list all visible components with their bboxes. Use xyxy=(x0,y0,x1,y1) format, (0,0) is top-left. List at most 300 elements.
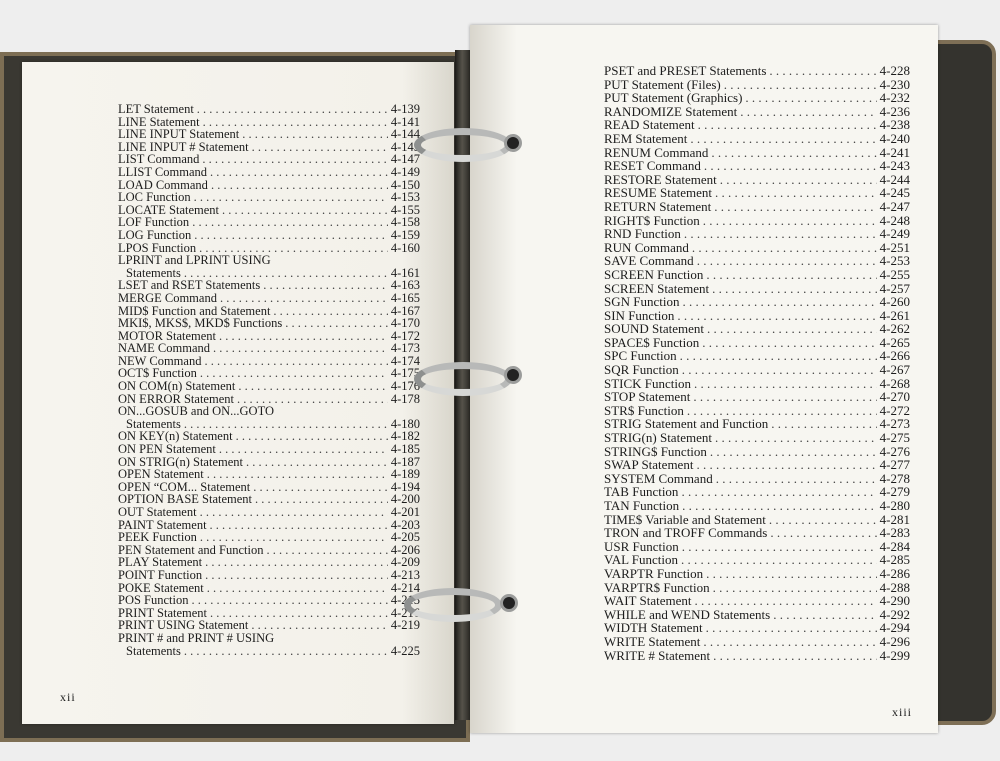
dot-leader xyxy=(207,468,388,481)
toc-entry-title: PSET and PRESET Statements xyxy=(604,63,767,78)
toc-entry-title: ON COM(n) Statement xyxy=(118,379,236,394)
dot-leader xyxy=(773,608,876,622)
toc-entry-page: 4-280 xyxy=(879,498,910,513)
toc-entry-title: SCREEN Statement xyxy=(604,280,710,296)
toc-entry xyxy=(118,128,420,141)
toc-entry-title: TRON and TROFF Commands xyxy=(604,525,768,541)
toc-entry-title: TAN Function xyxy=(604,498,680,513)
toc-entry-page: 4-255 xyxy=(879,266,910,282)
toc-entry-page: 4-170 xyxy=(390,316,420,331)
toc-entry-page: 4-292 xyxy=(879,606,910,622)
dot-leader xyxy=(706,268,876,282)
toc-entry-title: STRIG(n) Statement xyxy=(604,430,712,446)
toc-entry-page: 4-176 xyxy=(390,379,420,394)
toc-entry xyxy=(604,567,910,581)
toc-entry xyxy=(604,349,910,363)
toc-entry-page: 4-161 xyxy=(390,265,420,280)
toc-entry-title: WHILE and WEND Statements xyxy=(604,606,771,622)
toc-entry xyxy=(118,569,420,582)
toc-entry-page: 4-145 xyxy=(390,139,420,154)
toc-entry xyxy=(604,540,910,554)
toc-entry-page: 4-163 xyxy=(390,278,420,293)
toc-entry-title: VARPTR Function xyxy=(604,565,704,581)
dot-leader xyxy=(219,443,388,456)
toc-entry-page: 4-294 xyxy=(879,620,910,636)
toc-entry-title: STRING$ Function xyxy=(604,443,707,459)
toc-entry-title: SIN Function xyxy=(604,307,675,323)
toc-entry-title: POINT Function xyxy=(118,567,203,582)
toc-entry-page: 4-268 xyxy=(879,375,910,391)
dot-leader xyxy=(210,166,388,179)
dot-leader xyxy=(745,91,876,105)
toc-entry xyxy=(118,506,420,519)
toc-entry-title: LET Statement xyxy=(118,102,194,116)
toc-entry-page: 4-288 xyxy=(879,579,910,595)
toc-entry xyxy=(604,608,910,622)
toc-entry-title: READ Statement xyxy=(604,117,695,133)
toc-entry-title: LPRINT and LPRINT USING xyxy=(118,253,271,268)
dot-leader xyxy=(715,186,877,200)
toc-entry-page: 4-203 xyxy=(390,517,420,532)
toc-entry xyxy=(604,404,910,418)
dot-leader xyxy=(682,363,877,377)
toc-entry-page: 4-281 xyxy=(879,511,910,527)
toc-entry-title: LOG Function xyxy=(118,227,192,242)
toc-entry-title: OUT Statement xyxy=(118,505,197,519)
dot-leader xyxy=(715,431,877,445)
toc-entry-page: 4-215 xyxy=(390,593,420,608)
dot-leader xyxy=(207,582,388,595)
toc-entry-title: LOC Function xyxy=(118,190,191,205)
toc-entry-page: 4-189 xyxy=(390,467,420,482)
dot-leader xyxy=(681,485,876,499)
toc-entry-title: PUT Statement (Graphics) xyxy=(604,90,743,106)
left-toc-list xyxy=(118,103,420,657)
toc-entry-title: PAINT Statement xyxy=(118,517,207,532)
toc-entry-page: 4-296 xyxy=(879,633,910,649)
dot-leader xyxy=(253,481,388,494)
toc-entry-page: 4-153 xyxy=(390,190,420,205)
toc-entry-page: 4-277 xyxy=(879,457,910,473)
dot-leader xyxy=(238,380,387,393)
toc-entry xyxy=(604,431,910,445)
toc-entry xyxy=(604,91,910,105)
dot-leader xyxy=(222,204,388,217)
dot-leader xyxy=(693,390,876,404)
toc-entry-title: RENUM Command xyxy=(604,144,709,160)
toc-entry xyxy=(604,227,910,241)
toc-entry-page: 4-247 xyxy=(879,198,910,214)
dot-leader xyxy=(771,417,876,431)
toc-entry-title: POKE Statement xyxy=(118,580,204,595)
toc-entry-page: 4-275 xyxy=(879,430,910,446)
toc-entry xyxy=(118,594,420,607)
dot-leader xyxy=(273,305,387,318)
dot-leader xyxy=(694,377,877,391)
toc-entry xyxy=(604,649,910,663)
toc-entry-page: 4-253 xyxy=(879,253,910,269)
dot-leader xyxy=(252,141,388,154)
toc-entry-title: SOUND Statement xyxy=(604,321,705,337)
toc-entry-title: NEW Command xyxy=(118,353,202,368)
dot-leader xyxy=(696,458,876,472)
toc-entry xyxy=(604,64,910,78)
toc-entry xyxy=(118,531,420,544)
toc-entry xyxy=(604,159,910,173)
toc-entry-page: 4-165 xyxy=(390,290,420,305)
left-page-number: xii xyxy=(60,690,76,704)
dot-leader xyxy=(704,159,877,173)
toc-entry xyxy=(604,594,910,608)
toc-entry xyxy=(118,191,420,204)
toc-entry-title: LSET and RSET Statements xyxy=(118,278,261,293)
toc-entry xyxy=(604,173,910,187)
toc-entry xyxy=(604,458,910,472)
toc-entry-title: OPEN “COM... Statement xyxy=(118,479,251,494)
toc-entry-title: ON ERROR Statement xyxy=(118,391,234,406)
toc-entry-title: LINE Statement xyxy=(118,114,200,129)
toc-entry-page: 4-185 xyxy=(390,442,420,457)
toc-entry xyxy=(604,581,910,595)
dot-leader xyxy=(769,513,877,527)
dot-leader xyxy=(682,295,876,309)
toc-entry-page: 4-182 xyxy=(390,429,420,444)
toc-entry xyxy=(604,513,910,527)
toc-entry-page: 4-299 xyxy=(879,647,910,663)
toc-entry-page: 4-149 xyxy=(390,164,420,179)
toc-entry-page: 4-205 xyxy=(390,530,420,545)
dot-leader xyxy=(213,342,388,355)
toc-entry-title: MID$ Function and Statement xyxy=(118,303,271,318)
dot-leader xyxy=(255,493,388,506)
toc-entry-page: 4-244 xyxy=(879,171,910,187)
toc-entry-title: REM Statement xyxy=(604,130,688,146)
dot-leader xyxy=(724,78,877,92)
toc-entry xyxy=(118,103,420,116)
dot-leader xyxy=(219,330,388,343)
toc-entry-title: WRITE # Statement xyxy=(604,647,711,663)
toc-entry-title: LOCATE Statement xyxy=(118,202,220,217)
toc-entry xyxy=(604,377,910,391)
dot-leader xyxy=(714,200,876,214)
toc-entry-title: NAME Command xyxy=(118,341,211,356)
toc-entry-page: 4-248 xyxy=(879,212,910,228)
toc-entry-title: OPTION BASE Statement xyxy=(118,492,253,507)
toc-entry-page: 4-178 xyxy=(390,391,420,406)
toc-entry-page: 4-150 xyxy=(390,177,420,192)
dot-leader xyxy=(266,544,387,557)
toc-entry-page: 4-278 xyxy=(879,470,910,486)
toc-entry-title: OCT$ Function xyxy=(118,366,197,381)
right-page-number: xiii xyxy=(891,705,912,719)
dot-leader xyxy=(716,472,877,486)
toc-entry-page: 4-276 xyxy=(879,443,910,459)
toc-entry-page: 4-167 xyxy=(390,303,420,318)
toc-entry xyxy=(604,445,910,459)
dot-leader xyxy=(706,621,877,635)
toc-entry xyxy=(604,635,910,649)
toc-entry xyxy=(604,309,910,323)
toc-entry-title: RESTORE Statement xyxy=(604,171,717,187)
toc-entry-page: 4-147 xyxy=(390,152,420,167)
toc-entry xyxy=(604,526,910,540)
toc-entry-page: 4-158 xyxy=(390,215,420,230)
toc-entry xyxy=(118,317,420,330)
left-page xyxy=(22,62,454,724)
dot-leader xyxy=(194,229,388,242)
toc-entry xyxy=(604,241,910,255)
right-page xyxy=(470,25,938,733)
toc-entry xyxy=(604,214,910,228)
toc-entry-page: 4-216 xyxy=(390,605,420,620)
dot-leader xyxy=(712,282,877,296)
toc-entry-title: LOF Function xyxy=(118,215,190,230)
binder-ring-top xyxy=(414,128,512,162)
toc-entry-page: 4-262 xyxy=(879,321,910,337)
dot-leader xyxy=(242,128,388,141)
toc-entry xyxy=(118,443,420,456)
toc-entry-page: 4-141 xyxy=(390,114,420,129)
toc-entry xyxy=(604,268,910,282)
dot-leader xyxy=(687,404,877,418)
toc-entry-page: 4-283 xyxy=(879,525,910,541)
dot-leader xyxy=(710,445,877,459)
toc-entry-page: 4-194 xyxy=(390,479,420,494)
toc-entry-title: TIME$ Variable and Statement xyxy=(604,511,766,527)
dot-leader xyxy=(192,216,388,229)
toc-entry-title: RUN Command xyxy=(604,239,689,255)
toc-entry-page: 4-160 xyxy=(390,240,420,255)
toc-entry-page: 4-180 xyxy=(390,416,420,431)
toc-entry-title: SGN Function xyxy=(604,294,680,310)
toc-entry-page: 4-251 xyxy=(879,239,910,255)
toc-entry-title: Statements xyxy=(126,416,181,431)
toc-entry xyxy=(604,472,910,486)
dot-leader xyxy=(682,540,877,554)
toc-entry-page: 4-159 xyxy=(390,227,420,242)
toc-entry-title: ON PEN Statement xyxy=(118,442,216,457)
toc-entry-title: VARPTR$ Function xyxy=(604,579,710,595)
toc-entry xyxy=(604,295,910,309)
toc-entry-title: SYSTEM Command xyxy=(604,470,713,486)
toc-entry-title: PRINT # and PRINT # USING xyxy=(118,630,275,645)
dot-leader xyxy=(192,594,388,607)
dot-leader xyxy=(697,254,877,268)
toc-entry xyxy=(604,485,910,499)
toc-entry-page: 4-286 xyxy=(879,565,910,581)
toc-entry xyxy=(604,118,910,132)
toc-entry-title: WRITE Statement xyxy=(604,633,701,649)
dot-leader xyxy=(770,526,876,540)
dot-leader xyxy=(690,132,876,146)
toc-entry-page: 4-209 xyxy=(390,555,420,570)
toc-entry-page: 4-230 xyxy=(879,76,910,92)
toc-entry-page: 4-144 xyxy=(390,127,420,142)
toc-entry xyxy=(118,645,420,658)
dot-leader xyxy=(695,594,877,608)
toc-entry-title: USR Function xyxy=(604,538,679,554)
toc-entry xyxy=(604,322,910,336)
dot-leader xyxy=(285,317,388,330)
toc-entry-page: 4-267 xyxy=(879,362,910,378)
dot-leader xyxy=(703,214,877,228)
toc-entry-title: RANDOMIZE Statement xyxy=(604,103,738,119)
toc-entry-title: STOP Statement xyxy=(604,389,691,405)
toc-entry-page: 4-260 xyxy=(879,294,910,310)
toc-entry xyxy=(118,380,420,393)
dot-leader xyxy=(769,64,876,78)
toc-entry-title: PLAY Statement xyxy=(118,555,203,570)
toc-entry xyxy=(118,166,420,179)
dot-leader xyxy=(702,336,876,350)
dot-leader xyxy=(220,292,388,305)
toc-entry-title: ON KEY(n) Statement xyxy=(118,429,233,444)
toc-entry-page: 4-175 xyxy=(390,366,420,381)
toc-entry-title: WIDTH Statement xyxy=(604,620,703,636)
dot-leader xyxy=(682,499,877,513)
toc-entry-title: OPEN Statement xyxy=(118,467,204,482)
dot-leader xyxy=(202,153,387,166)
dot-leader xyxy=(236,430,388,443)
toc-entry-page: 4-270 xyxy=(879,389,910,405)
toc-entry-title: LPOS Function xyxy=(118,240,197,255)
toc-entry-title: PRINT USING Statement xyxy=(118,618,249,633)
ring-hole-middle xyxy=(504,366,522,384)
toc-entry xyxy=(118,632,420,645)
toc-entry-title: SCREEN Function xyxy=(604,266,704,282)
ring-hole-bottom xyxy=(500,594,518,612)
dot-leader xyxy=(713,581,877,595)
binder-ring-middle xyxy=(414,362,512,396)
dot-leader xyxy=(200,531,388,544)
toc-entry-title: RESUME Statement xyxy=(604,185,712,201)
toc-entry xyxy=(118,292,420,305)
toc-entry-title: SQR Function xyxy=(604,362,679,378)
dot-leader xyxy=(706,567,877,581)
dot-leader xyxy=(194,191,388,204)
dot-leader xyxy=(681,553,877,567)
toc-entry-page: 4-214 xyxy=(390,580,420,595)
toc-entry-page: 4-232 xyxy=(879,90,910,106)
toc-entry-title: WAIT Statement xyxy=(604,593,692,609)
dot-leader xyxy=(204,355,387,368)
toc-entry-title: STR$ Function xyxy=(604,402,684,418)
toc-entry-page: 4-238 xyxy=(879,117,910,133)
dot-leader xyxy=(205,569,388,582)
toc-entry-page: 4-240 xyxy=(879,130,910,146)
dot-leader xyxy=(184,645,388,658)
toc-entry-title: TAB Function xyxy=(604,484,679,500)
toc-entry-page: 4-173 xyxy=(390,341,420,356)
right-toc-list xyxy=(604,64,910,662)
toc-entry-title: ON...GOSUB and ON...GOTO xyxy=(118,404,275,419)
toc-entry-page: 4-245 xyxy=(879,185,910,201)
toc-entry-page: 4-241 xyxy=(879,144,910,160)
toc-entry xyxy=(118,468,420,481)
toc-entry-title: RND Function xyxy=(604,226,681,242)
toc-entry-page: 4-257 xyxy=(879,280,910,296)
toc-entry xyxy=(604,200,910,214)
toc-entry xyxy=(118,342,420,355)
toc-entry-title: LOAD Command xyxy=(118,177,208,192)
dot-leader xyxy=(246,456,388,469)
toc-entry-title: MOTOR Statement xyxy=(118,328,217,343)
toc-entry-title: RIGHT$ Function xyxy=(604,212,700,228)
toc-entry-title: PUT Statement (Files) xyxy=(604,76,721,92)
toc-entry-title: Statements xyxy=(126,643,181,658)
toc-entry-page: 4-213 xyxy=(390,567,420,582)
toc-entry-page: 4-279 xyxy=(879,484,910,500)
toc-entry-page: 4-225 xyxy=(390,643,420,658)
dot-leader xyxy=(684,227,877,241)
toc-entry xyxy=(604,254,910,268)
ring-hole-top xyxy=(504,134,522,152)
toc-entry-page: 4-201 xyxy=(390,505,420,519)
dot-leader xyxy=(740,105,876,119)
toc-entry-page: 4-284 xyxy=(879,538,910,554)
toc-entry xyxy=(118,229,420,242)
dot-leader xyxy=(210,519,388,532)
toc-entry-title: MKI$, MKS$, MKD$ Functions xyxy=(118,316,283,331)
dot-leader xyxy=(707,322,877,336)
dot-leader xyxy=(211,179,388,192)
dot-leader xyxy=(200,506,388,519)
toc-entry xyxy=(118,405,420,418)
toc-entry-title: VAL Function xyxy=(604,552,679,568)
dot-leader xyxy=(263,279,388,292)
dot-leader xyxy=(205,556,388,569)
toc-entry-title: SPACE$ Function xyxy=(604,334,700,350)
dot-leader xyxy=(677,309,876,323)
toc-entry-title: PEN Statement and Function xyxy=(118,542,264,557)
toc-entry-title: PRINT Statement xyxy=(118,605,208,620)
toc-entry-page: 4-187 xyxy=(390,454,420,469)
toc-entry-title: STRIG Statement and Function xyxy=(604,416,769,432)
dot-leader xyxy=(698,118,877,132)
toc-entry xyxy=(604,390,910,404)
dot-leader xyxy=(692,241,877,255)
dot-leader xyxy=(711,146,876,160)
toc-entry-title: LLIST Command xyxy=(118,164,208,179)
toc-entry-page: 4-172 xyxy=(390,328,420,343)
toc-entry xyxy=(604,363,910,377)
toc-entry xyxy=(604,336,910,350)
toc-entry xyxy=(604,186,910,200)
toc-entry xyxy=(604,105,910,119)
toc-entry-title: LINE INPUT Statement xyxy=(118,127,240,142)
binder-ring-bottom xyxy=(404,588,502,622)
toc-entry-title: LINE INPUT # Statement xyxy=(118,139,249,154)
toc-entry-page: 4-285 xyxy=(879,552,910,568)
toc-entry-title: STICK Function xyxy=(604,375,692,391)
toc-entry xyxy=(604,78,910,92)
toc-entry-page: 4-155 xyxy=(390,202,420,217)
toc-entry-title: SAVE Command xyxy=(604,253,694,269)
toc-entry xyxy=(604,553,910,567)
toc-entry-page: 4-265 xyxy=(879,334,910,350)
toc-entry-title: SPC Function xyxy=(604,348,677,364)
dot-leader xyxy=(703,635,876,649)
toc-entry-page: 4-139 xyxy=(390,102,420,116)
toc-entry-title: POS Function xyxy=(118,593,189,608)
toc-entry-title: RESET Command xyxy=(604,158,701,174)
toc-entry-title: Statements xyxy=(126,265,181,280)
toc-entry-page: 4-236 xyxy=(879,103,910,119)
toc-entry-title: ON STRIG(n) Statement xyxy=(118,454,243,469)
toc-entry-page: 4-249 xyxy=(879,226,910,242)
toc-entry-page: 4-219 xyxy=(390,618,420,633)
toc-entry xyxy=(604,132,910,146)
